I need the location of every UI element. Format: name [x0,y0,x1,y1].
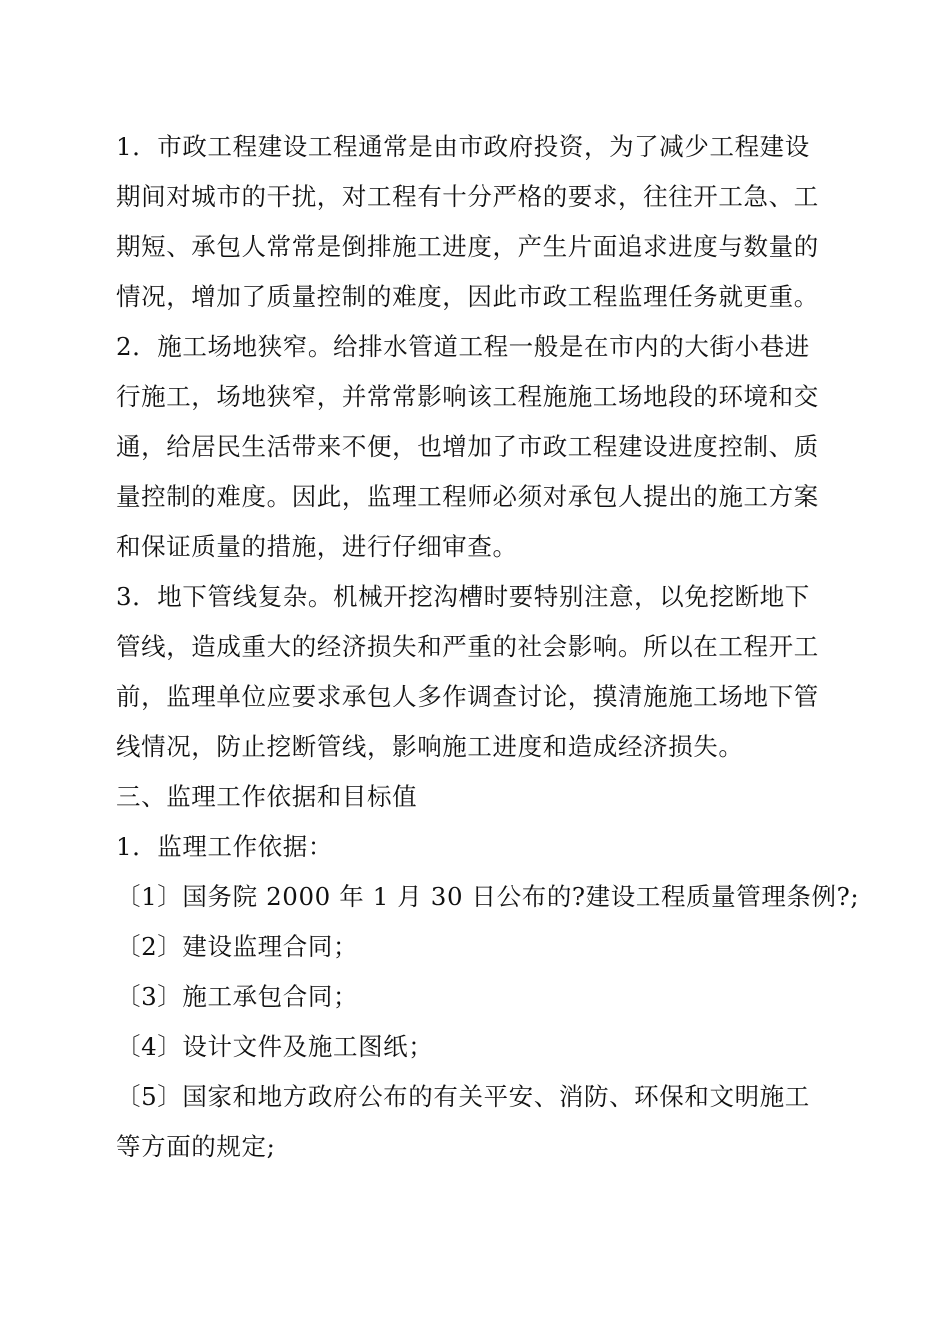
list-item-1: 〔1〕国务院 2000 年 1 月 30 日公布的?建设工程质量管理条例?; [116,882,860,911]
document-body [116,122,860,1172]
paragraph-3-line-3: 前，监理单位应要求承包人多作调查讨论，摸清施施工场地下管 [116,682,819,711]
section-heading: 三、监理工作依据和目标值 [116,782,418,811]
subsection-heading: 1．监理工作依据： [116,832,333,861]
paragraph-2-line-2: 行施工，场地狭窄，并常常影响该工程施施工场地段的环境和交 [116,382,819,411]
paragraph-3-line-1: 3．地下管线复杂。机械开挖沟槽时要特别注意，以免挖断地下 [116,582,810,611]
list-item-5-line-1: 〔5〕国家和地方政府公布的有关平安、消防、环保和文明施工 [116,1082,810,1111]
paragraph-3-line-2: 管线，造成重大的经济损失和严重的社会影响。所以在工程开工 [116,632,819,661]
paragraph-1-line-3: 期短、承包人常常是倒排施工进度，产生片面追求进度与数量的 [116,232,819,261]
list-item-2: 〔2〕建设监理合同； [116,932,359,961]
paragraph-2-line-5: 和保证质量的措施，进行仔细审查。 [116,532,518,561]
list-item-4: 〔4〕设计文件及施工图纸； [116,1032,434,1061]
paragraph-3-line-4: 线情况，防止挖断管线，影响施工进度和造成经济损失。 [116,732,744,761]
list-item-3: 〔3〕施工承包合同； [116,982,359,1011]
paragraph-1-line-1: 1．市政工程建设工程通常是由市政府投资，为了减少工程建设 [116,132,810,161]
paragraph-1-line-2: 期间对城市的干扰，对工程有十分严格的要求，往往开工急、工 [116,182,819,211]
paragraph-2-line-4: 量控制的难度。因此，监理工程师必须对承包人提出的施工方案 [116,482,819,511]
paragraph-1-line-4: 情况，增加了质量控制的难度，因此市政工程监理任务就更重。 [116,282,819,311]
paragraph-2-line-3: 通，给居民生活带来不便，也增加了市政工程建设进度控制、质 [116,432,819,461]
paragraph-2-line-1: 2．施工场地狭窄。给排水管道工程一般是在市内的大街小巷进 [116,332,810,361]
list-item-5-line-2: 等方面的规定; [116,1132,276,1161]
